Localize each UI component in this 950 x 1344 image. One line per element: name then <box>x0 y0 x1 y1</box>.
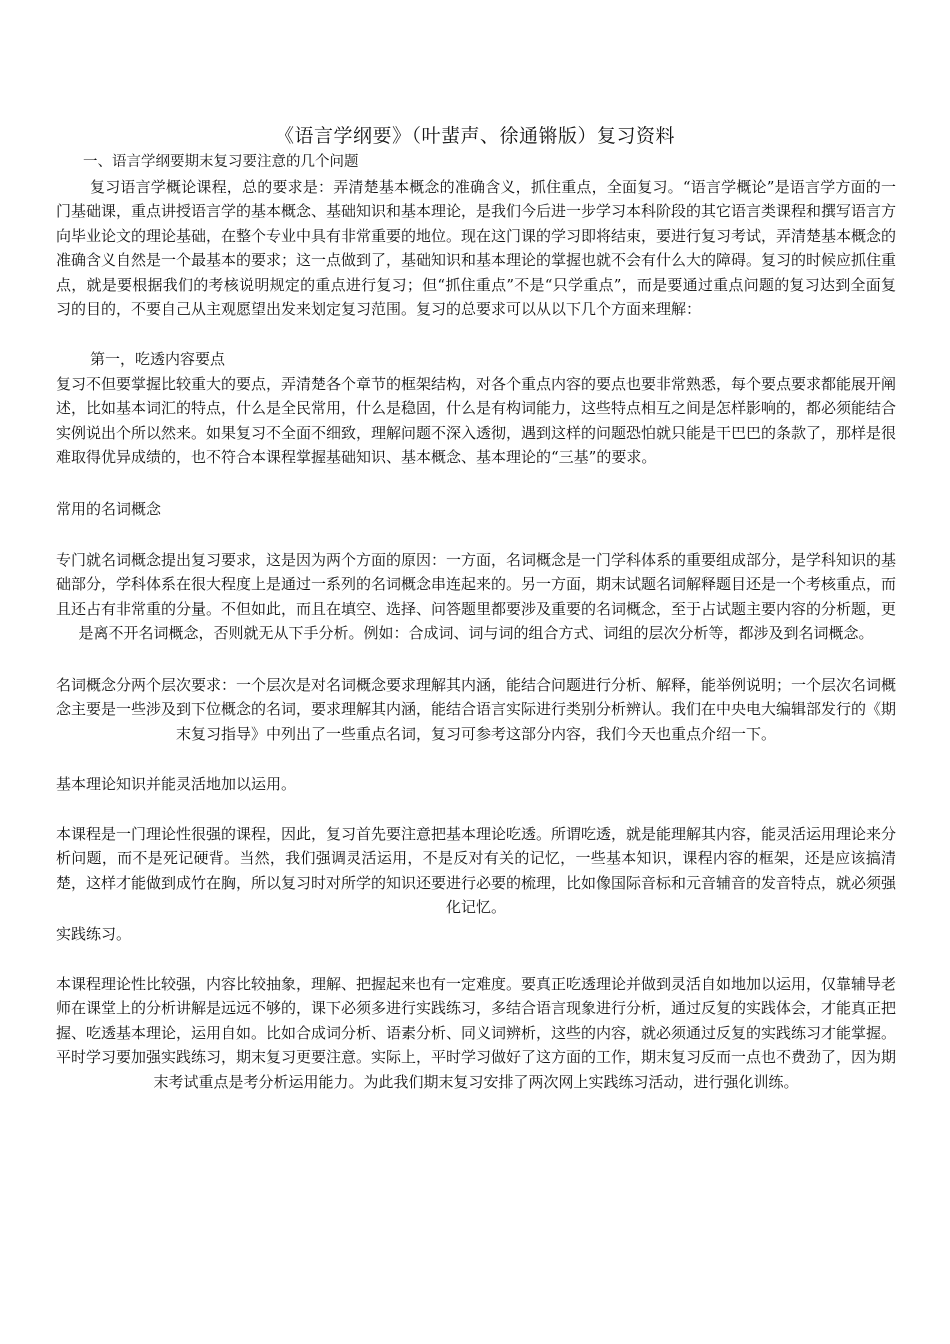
section-heading: 一、语言学纲要期末复习要注意的几个问题 <box>83 154 359 170</box>
practice-paragraph: 本课程理论性比较强，内容比较抽象，理解、把握起来也有一定难度。要真正吃透理论并做到灵活自如地加以运用，仅靠辅导老师在课堂上的分析讲解是远远不够的，课下必须多进行实践练习，多结合语言现象进行分析，通过反复的实践体会，才能真正把握、吃透基本理论，运用自如。比如合成词分析、语素分析、同义词辨析，这些的内容，就必须通过反复的实践练习才能掌握。平时学习要加强实践练习，期末复习更要注意。实际上，平时学习做好了这方面的工作，期末复习反而一点也不费劲了，因为期末考试重点是考分析运用能力。为此我们期末复习安排了两次网上实践练习活动，进行强化训练。 <box>56 975 897 1091</box>
document-title: 《语言学纲要》（叶蜚声、徐通锵版）复习资料 <box>274 125 675 147</box>
point-one-paragraph: 复习不但要掌握比较重大的要点，弄清楚各个章节的框架结构，对各个重点内容的要点也要非常熟悉，每个要点要求都能展开阐述，比如基本词汇的特点，什么是全民常用，什么是稳固，什么是有构词能力，这些特点相互之间是怎样影响的，都必须能结合实例说出个所以然来。如果复习不全面不细致，理解问题不深入透彻，遇到这样的问题恐怕就只能是干巴巴的条款了，那样是很难取得优异成绩的，也不符合本课程掌握基础知识、基本概念、基本理论的“三基”的要求。 <box>56 375 897 467</box>
point-one-heading: 第一，吃透内容要点 <box>90 350 226 368</box>
terms-paragraph-1: 专门就名词概念提出复习要求，这是因为两个方面的原因：一方面，名词概念是一门学科体系的重要组成部分，是学科知识的基础部分，学科体系在很大程度上是通过一系列的名词概念串连起来的。另一方面，期末试题名词解释题目还是一个考核重点，而且还占有非常重的分量。不但如此，而且在填空、选择、问答题里都要涉及重要的名词概念，至于占试题主要内容的分析题，更是离不开名词概念，否则就无从下手分析。例如：合成词、词与词的组合方式、词组的层次分析等，都涉及到名词概念。 <box>56 551 897 643</box>
practice-heading: 实践练习。 <box>56 925 132 943</box>
theory-heading: 基本理论知识并能灵活地加以运用。 <box>56 775 297 793</box>
terms-heading: 常用的名词概念 <box>56 500 162 518</box>
theory-paragraph: 本课程是一门理论性很强的课程，因此，复习首先要注意把基本理论吃透。所谓吃透，就是能理解其内容，能灵活运用理论来分析问题，而不是死记硬背。当然，我们强调灵活运用，不是反对有关的记忆，一些基本知识，课程内容的框架，还是应该搞清楚，这样才能做到成竹在胸，所以复习时对所学的知识还要进行必要的梳理，比如像国际音标和元音辅音的发音特点，就必须强化记忆。 <box>56 825 897 917</box>
intro-paragraph: 复习语言学概论课程，总的要求是：弄清楚基本概念的准确含义，抓住重点，全面复习。“语言学概论”是语言学方面的一门基础课，重点讲授语言学的基本概念、基础知识和基本理论，是我们今后进一步学习本科阶段的其它语言类课程和撰写语言方向毕业论文的理论基础，在整个专业中具有非常重要的地位。现在这门课的学习即将结束，要进行复习考试，弄清楚基本概念的准确含义自然是一个最基本的要求；这一点做到了，基础知识和基本理论的掌握也就不会有什么大的障碍。复习的时候应抓住重点，就是要根据我们的考核说明规定的重点进行复习；但“抓住重点”不是“只学重点”，而是要通过重点问题的复习达到全面复习的目的，不要自己从主观愿望出发来划定复习范围。复习的总要求可以从以下几个方面来理解： <box>56 178 897 319</box>
terms-paragraph-2: 名词概念分两个层次要求：一个层次是对名词概念要求理解其内涵，能结合问题进行分析、解释，能举例说明；一个层次名词概念主要是一些涉及到下位概念的名词，要求理解其内涵，能结合语言实际进行类别分析辨认。我们在中央电大编辑部发行的《期末复习指导》中列出了一些重点名词，复习可参考这部分内容，我们今天也重点介绍一下。 <box>56 676 897 743</box>
